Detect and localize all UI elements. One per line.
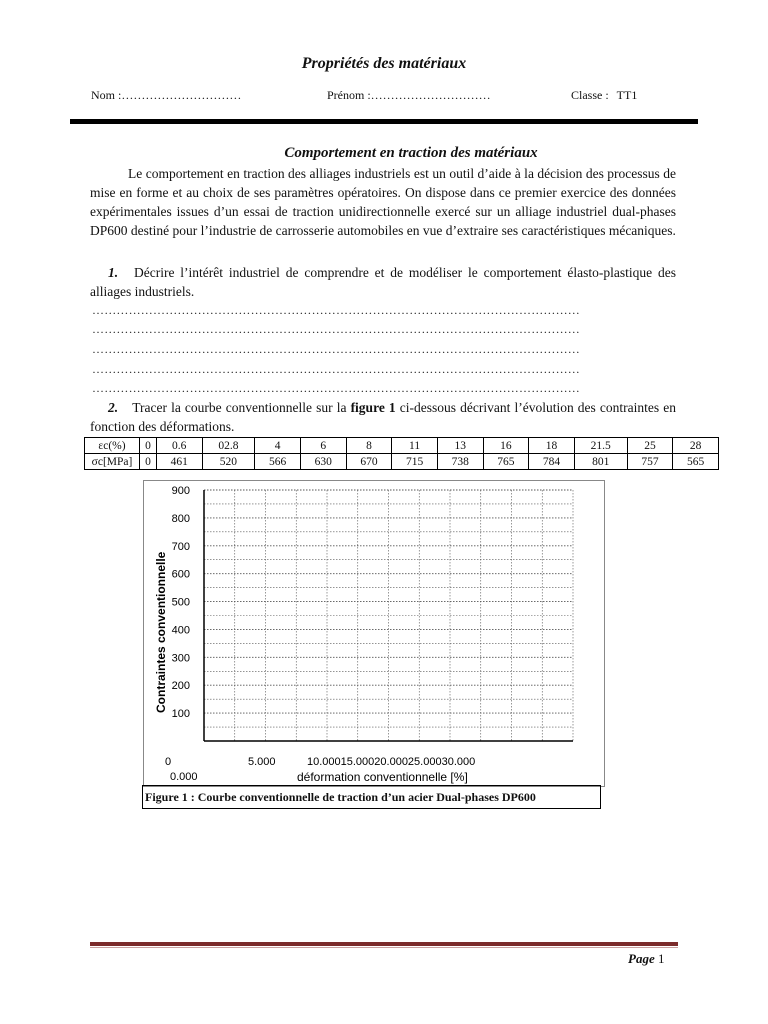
table-cell: 565 [673, 454, 719, 470]
question-2-number: 2. [108, 400, 119, 415]
page-number-value: 1 [657, 951, 665, 966]
classe-field [571, 88, 637, 103]
data-table [84, 437, 719, 470]
x-tick-5: 5.000 [248, 756, 276, 768]
header-divider [70, 119, 698, 124]
table-cell: 25 [627, 438, 673, 454]
answer-line-1: ………………………………………………………………………………………………………… [92, 303, 580, 317]
table-cell: 670 [346, 454, 392, 470]
page-number [628, 951, 664, 967]
table-cell: 784 [529, 454, 575, 470]
section-title: Comportement en traction des matériaux [284, 145, 538, 161]
x-ticks-rest: 10.00015.00020.00025.00030.000 [307, 756, 476, 768]
question-2-text-after: ci-dessous décrivant l’évolution des contraintes en fonction des déformations. [90, 400, 676, 434]
table-cell: 566 [255, 454, 301, 470]
y-tick-label: 400 [171, 624, 190, 637]
footer-rule-thin [90, 947, 678, 948]
figure-caption: Figure 1 : Courbe conventionnelle de traction d’un acier Dual-phases DP600 [142, 785, 601, 809]
table-row-label: εc(%) [85, 438, 140, 454]
y-tick-label: 300 [171, 652, 190, 665]
table-cell: 6 [300, 438, 346, 454]
x-tick-zero-bottom: 0.000 [170, 771, 198, 783]
table-cell: 715 [392, 454, 438, 470]
answer-line-2: ………………………………………………………………………………………………………… [92, 322, 580, 336]
table-cell: 16 [483, 438, 529, 454]
question-2 [90, 398, 676, 436]
answer-line-3: ………………………………………………………………………………………………………… [92, 342, 580, 356]
table-cell: 0 [140, 454, 157, 470]
table-row-stress [85, 454, 719, 470]
stress-strain-chart [143, 480, 603, 785]
y-tick-label: 700 [171, 540, 190, 553]
y-tick-label: 900 [171, 485, 190, 497]
table-cell: 13 [437, 438, 483, 454]
answer-line-5: ………………………………………………………………………………………………………… [92, 381, 580, 395]
table-cell: 630 [300, 454, 346, 470]
classe-label: Classe : [571, 88, 609, 102]
y-tick-label: 100 [171, 708, 190, 721]
y-axis-label: Contraintes conventionnelle [154, 551, 168, 713]
question-2-figure-ref: figure 1 [350, 400, 396, 415]
table-cell: 4 [255, 438, 301, 454]
table-cell: 757 [627, 454, 673, 470]
table-row-label: σc[MPa] [85, 454, 140, 470]
table-cell: 8 [346, 438, 392, 454]
table-cell: 0 [140, 438, 157, 454]
y-tick-label: 600 [171, 568, 190, 581]
question-2-text-before: Tracer la courbe conventionnelle sur la [132, 400, 351, 415]
document-title: Propriétés des matériaux [301, 55, 467, 72]
x-tick-zero-top: 0 [165, 756, 172, 768]
table-row-strain [85, 438, 719, 454]
table-cell: 520 [202, 454, 255, 470]
table-cell: 21.5 [574, 438, 627, 454]
prenom-field: Prénom :………………………… [327, 88, 491, 102]
nom-field: Nom :………………………… [91, 88, 242, 102]
x-axis-label: déformation conventionnelle [%] [297, 770, 468, 784]
y-tick-label: 200 [171, 680, 190, 693]
chart-grid [204, 490, 573, 741]
table-cell: 28 [673, 438, 719, 454]
question-1-text: Décrire l’intérêt industriel de comprendre et de modéliser le comportement élasto-plastique des alliages industriels. [90, 265, 676, 299]
y-axis-ticks [172, 485, 190, 720]
table-cell: 738 [437, 454, 483, 470]
table-cell: 11 [392, 438, 438, 454]
table-cell: 801 [574, 454, 627, 470]
y-tick-label: 800 [171, 512, 190, 525]
table-cell: 765 [483, 454, 529, 470]
page-label: Page [628, 951, 655, 966]
answer-line-4: ………………………………………………………………………………………………………… [92, 362, 580, 376]
question-1-number: 1. [108, 265, 119, 280]
footer-rule [90, 942, 678, 946]
table-cell: 0.6 [156, 438, 202, 454]
classe-value: TT1 [616, 88, 638, 102]
intro-paragraph: Le comportement en traction des alliages industriels est un outil d’aide à la décision des processus de mise en forme et au choix de ses paramètres opératoires. On dispose dans ce premier exercice des données expérimentales issues d’un essai de traction unidirectionnelle exercé sur un alliage industriel dual-phases DP600 destiné pour l’industrie de carrosserie automobiles en vue d’extraire ses caractéristiques mécaniques. [90, 166, 676, 238]
question-1 [90, 263, 676, 301]
table-cell: 02.8 [202, 438, 255, 454]
table-cell: 18 [529, 438, 575, 454]
y-tick-label: 500 [171, 596, 190, 609]
table-cell: 461 [156, 454, 202, 470]
